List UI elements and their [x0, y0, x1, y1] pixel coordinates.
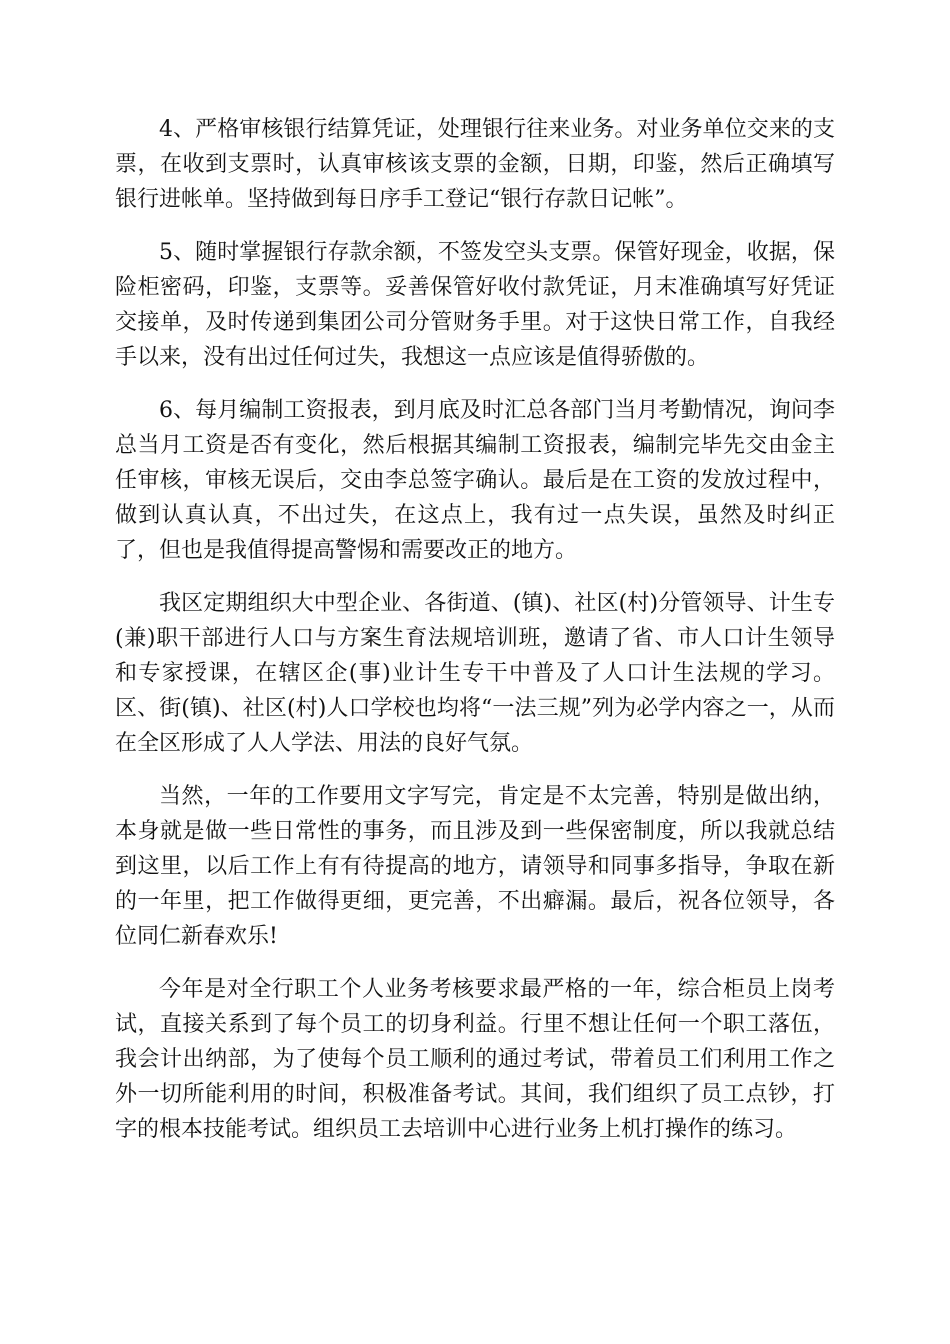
document-page — [115, 112, 835, 1147]
paragraph-item-5: 5、随时掌握银行存款余额，不签发空头支票。保管好现金，收据，保险柜密码，印鉴，支票等。妥善保管好收付款凭证，月末准确填写好凭证交接单，及时传递到集团公司分管财务手里。对于这快日常工作，自我经手以来，没有出过任何过失，我想这一点应该是值得骄傲的。 — [115, 240, 835, 370]
paragraph-annual-assessment: 今年是对全行职工个人业务考核要求最严格的一年，综合柜员上岗考试，直接关系到了每个员工的切身利益。行里不想让任何一个职工落伍，我会计出纳部，为了使每个员工顺利的通过考试，带着员工们利用工作之外一切所能利用的时间，积极准备考试。其间，我们组织了员工点钞，打字的根本技能考试。组织员工去培训中心进行业务上机打操作的练习。 — [115, 977, 835, 1142]
paragraph-item-6: 6、每月编制工资报表，到月底及时汇总各部门当月考勤情况，询问李总当月工资是否有变化，然后根据其编制工资报表，编制完毕先交由金主任审核，审核无误后，交由李总签字确认。最后是在工资的发放过程中，做到认真认真，不出过失，在这点上，我有过一点失误，虽然及时纠正了，但也是我值得提高警惕和需要改正的地方。 — [115, 398, 835, 563]
paragraph-district-training: 我区定期组织大中型企业、各街道、(镇)、社区(村)分管领导、计生专(兼)职干部进行人口与方案生育法规培训班，邀请了省、市人口计生领导和专家授课，在辖区企(事)业计生专干中普及了人口计生法规的学习。区、街(镇)、社区(村)人口学校也均将“一法三规”列为必学内容之一，从而在全区形成了人人学法、用法的良好气氛。 — [115, 591, 835, 756]
paragraph-item-4: 4、严格审核银行结算凭证，处理银行往来业务。对业务单位交来的支票，在收到支票时，认真审核该支票的金额，日期，印鉴，然后正确填写银行进帐单。坚持做到每日序手工登记“银行存款日记帐”。 — [115, 117, 835, 212]
paragraph-summary-closing: 当然，一年的工作要用文字写完，肯定是不太完善，特别是做出纳，本身就是做一些日常性的事务，而且涉及到一些保密制度，所以我就总结到这里，以后工作上有有待提高的地方，请领导和同事多指导，争取在新的一年里，把工作做得更细，更完善，不出癖漏。最后，祝各位领导，各位同仁新春欢乐! — [115, 784, 835, 949]
